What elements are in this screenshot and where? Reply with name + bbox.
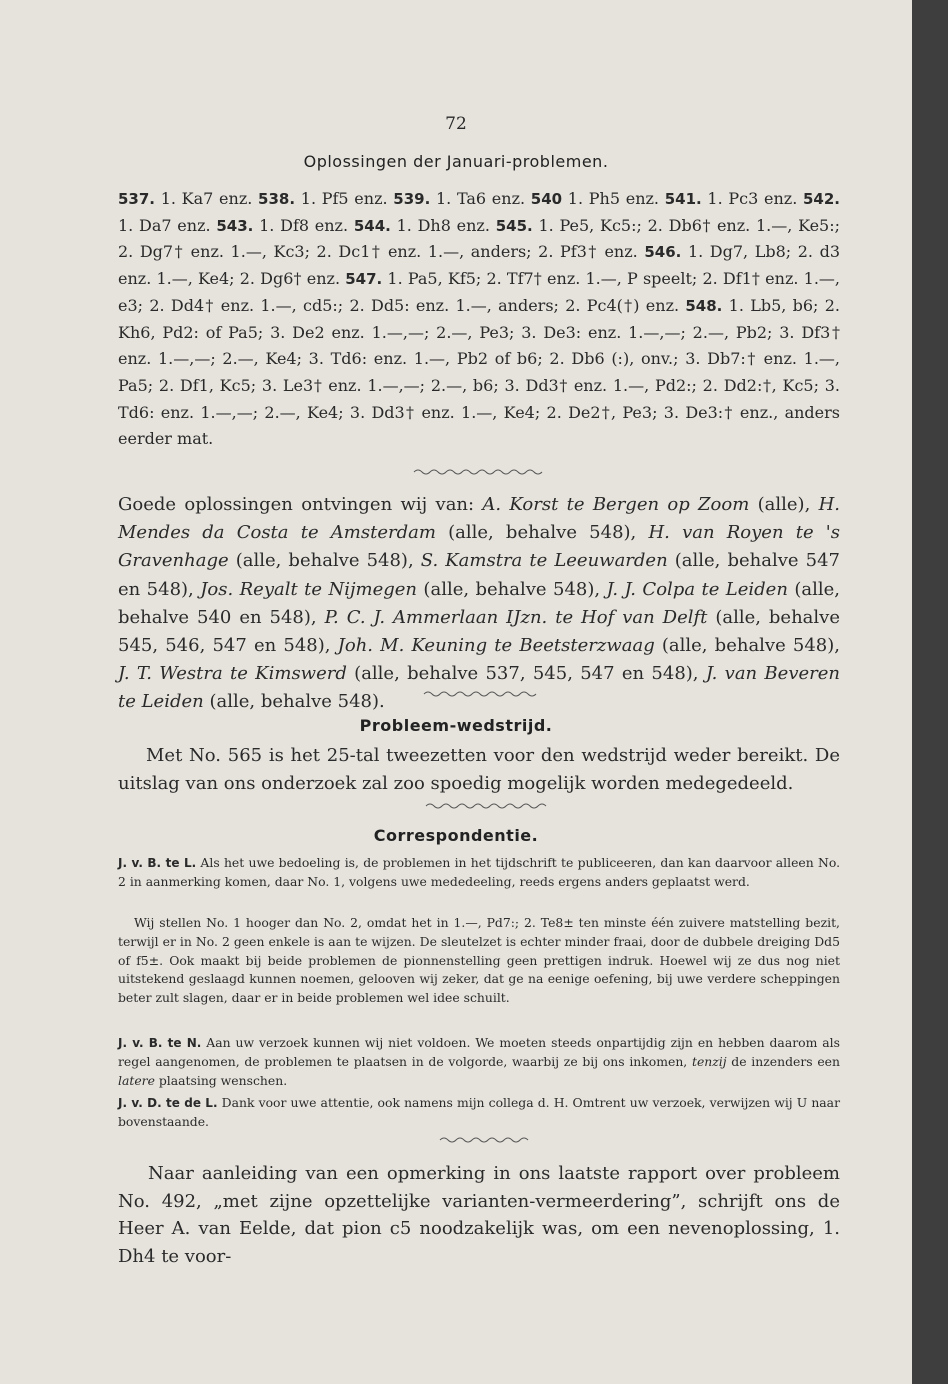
italic-segment: J. van Beveren te Leiden	[118, 663, 840, 713]
text-segment: 1. Df8 enz.	[253, 215, 354, 235]
dark-page-border	[912, 0, 948, 1384]
bold-segment: J. v. B. te L.	[118, 856, 197, 870]
bold-segment: 547.	[345, 270, 383, 289]
text-segment: 1. Dh8 enz.	[390, 215, 496, 235]
text-segment: 1. Ph5 enz.	[562, 189, 665, 208]
text-segment: 1. Ta6 enz.	[430, 189, 531, 208]
italic-segment: J. J. Colpa te Leiden	[606, 578, 788, 600]
text-segment: (alle, behalve 548),	[417, 578, 607, 600]
text-segment: Dank voor uwe attentie, ook namens mijn collega d. H. Omtrent uw verzoek, verwijzen wij U naar bovenstaande.	[118, 1095, 840, 1129]
naar-aanleiding-paragraph: Naar aanleiding van een opmerking in ons laatste rapport over probleem No. 492, „met zijne opzettelijke varianten-vermeerdering”, schrijft ons de Heer A. van Eelde, dat pion c5 noodzakelijk was, om een nevenoplossing, 1. Dh4 te voor-	[118, 1163, 840, 1267]
bold-segment: J. v. B. te N.	[118, 1036, 202, 1050]
bold-segment: 538.	[258, 190, 296, 208]
text-segment: (alle, behalve 548),	[435, 522, 649, 544]
wedstrijd-paragraph: Met No. 565 is het 25-tal tweezetten voor den wedstrijd weder bereikt. De uitslag van ons onderzoek zal zoo spoedig mogelijk worden medegedeeld.	[118, 745, 840, 794]
text-segment: (alle, behalve 540 en 548),	[118, 578, 840, 628]
bold-segment: 540	[530, 190, 563, 208]
text-segment: (alle, behalve 545, 546, 547 en 548),	[118, 606, 840, 657]
italic-segment: J. T. Westra te Kimswerd	[118, 663, 347, 685]
text-segment: 1. Pe5, Kc5:; 2. Db6† enz. 1.—, Ke5:; 2. Dg7† enz. 1.—, Kc3; 2. Dc1† enz. 1.—, anders; 2. Pf3† enz.	[118, 215, 841, 262]
bold-segment: 541.	[664, 190, 702, 208]
italic-segment: tenzij	[691, 1053, 727, 1069]
text-segment: (alle, behalve 548),	[228, 550, 421, 572]
text-segment: 1. Pc3 enz.	[701, 189, 803, 208]
bold-segment: J. v. D. te de L.	[118, 1096, 218, 1110]
text-segment: (alle, behalve 548).	[203, 691, 385, 713]
text-segment: plaatsing wenschen.	[154, 1072, 288, 1088]
page-number: 72	[445, 114, 467, 134]
text-segment: (alle, behalve 537, 545, 547 en 548),	[346, 663, 706, 685]
text-segment: 1. Ka7 enz.	[155, 189, 259, 208]
section-title-probleem-wedstrijd: Probleem-wedstrijd.	[359, 716, 553, 735]
goede-oplossingen-paragraph	[118, 491, 840, 717]
wavy-divider	[438, 1134, 534, 1146]
correspondence-paragraph-3	[118, 1034, 840, 1090]
text-segment: (alle, behalve 547 en 548),	[118, 550, 840, 600]
wavy-divider	[412, 466, 548, 478]
bold-segment: 544.	[353, 216, 391, 235]
italic-segment: P. C. J. Ammerlaan IJzn. te Hof van Delft	[324, 606, 708, 628]
italic-segment: A. Korst te Bergen op Zoom	[482, 494, 750, 515]
bold-segment: 548.	[685, 296, 723, 315]
bold-segment: 546.	[644, 243, 682, 262]
italic-segment: H. van Royen te 's Gravenhage	[118, 522, 840, 572]
correspondence-paragraph-2	[118, 914, 840, 1008]
text-segment: de inzenders een	[726, 1053, 840, 1069]
wavy-divider	[424, 800, 550, 812]
bold-segment: 545.	[495, 216, 533, 235]
text-segment: 1. Pf5 enz.	[295, 189, 394, 208]
italic-segment: Joh. M. Keuning te Beetsterzwaag	[337, 635, 655, 657]
bold-segment: 537.	[118, 190, 156, 208]
bold-segment: 539.	[393, 190, 431, 208]
text-segment: (alle),	[749, 494, 819, 515]
section-title-correspondentie: Correspondentie.	[373, 826, 539, 845]
text-segment: Als het uwe bedoeling is, de problemen in het tijdschrift te publiceeren, dan kan daarvoor alleen No. 2 in aanmerking komen, daar No. 1, volgens uwe mededeeling, reeds ergens anders geplaatst werd.	[118, 855, 841, 889]
correspondence-paragraph-2-text: Wij stellen No. 1 hooger dan No. 2, omdat het in 1.—, Pd7:; 2. Te8± ten minste één zuivere matstelling bezit, terwijl er in No. 2 geen enkele is aan te wijzen. De sleutelzet is echter minder fraai, door de dubbele dreiging Dd5 of f5±. Ook maakt bij beide problemen de pionnenstelling geen prettigen indruk. Hoewel wij ze dus nog niet uitstekend geslaagd kunnen noemen, gelooven wij zeker, dat ge na eenige oefening, bij uwe verdere scheppingen beter zult slagen, daar er in beide problemen wel idee schuilt.	[118, 915, 840, 1006]
section-title-oplossingen: Oplossingen der Januari-problemen.	[303, 152, 609, 171]
text-segment: 1. Dg7, Lb8; 2. d3 enz. 1.—, Ke4; 2. Dg6† enz.	[118, 242, 841, 289]
text-segment: Aan uw verzoek kunnen wij niet voldoen. We moeten steeds onpartijdig zijn en hebben daarom als regel aangenomen, de problemen te plaatsen in de volgorde, waarbij ze bij ons inkomen,	[118, 1035, 840, 1069]
bold-segment: 542.	[803, 190, 841, 208]
italic-segment: S. Kamstra te Leeuwarden	[420, 550, 668, 572]
italic-segment: Jos. Reyalt te Nijmegen	[200, 578, 418, 600]
italic-segment: H. Mendes da Costa te Amsterdam	[118, 494, 841, 544]
text-segment: Goede oplossingen ontvingen wij van:	[118, 494, 483, 515]
text-segment: 1. Da7 enz.	[118, 215, 217, 235]
text-segment: 1. Lb5, b6; 2. Kh6, Pd2: of Pa5; 3. De2 enz. 1.—,—; 2.—, Pe3; 3. De3: enz. 1.—,—; 2.—, Pb2; 3. Df3† enz. 1.—,—; 2.—, Ke4; 3. Td6: enz. 1.—, Pb2 of b6; 2. Db6 (:), onv.; 3. Db7:† enz. 1.—, Pa5; 2. Df1, Kc5; 3. Le3† enz. 1.—,—; 2.—, b6; 3. Dd3† enz. 1.—, Pd2:; 2. Dd2:†, Kc5; 3. Td6: enz. 1.—,—; 2.—, Ke4; 3. Dd3† enz. 1.—, Ke4; 2. De2†, Pe3; 3. De3:† enz., anders eerder mat.	[118, 295, 840, 449]
text-segment: 1. Pa5, Kf5; 2. Tf7† enz. 1.—, P speelt; 2. Df1† enz. 1.—, e3; 2. Dd4† enz. 1.—, cd5:; 2. Dd5: enz. 1.—, anders; 2. Pc4(†) enz.	[118, 269, 840, 315]
bold-segment: 543.	[216, 216, 254, 235]
italic-segment: latere	[118, 1072, 155, 1088]
wavy-divider	[422, 688, 538, 700]
text-segment: (alle, behalve 548),	[654, 635, 841, 657]
solutions-paragraph	[118, 186, 840, 453]
correspondence-paragraph-1	[118, 854, 840, 892]
correspondence-paragraph-4	[118, 1094, 840, 1132]
